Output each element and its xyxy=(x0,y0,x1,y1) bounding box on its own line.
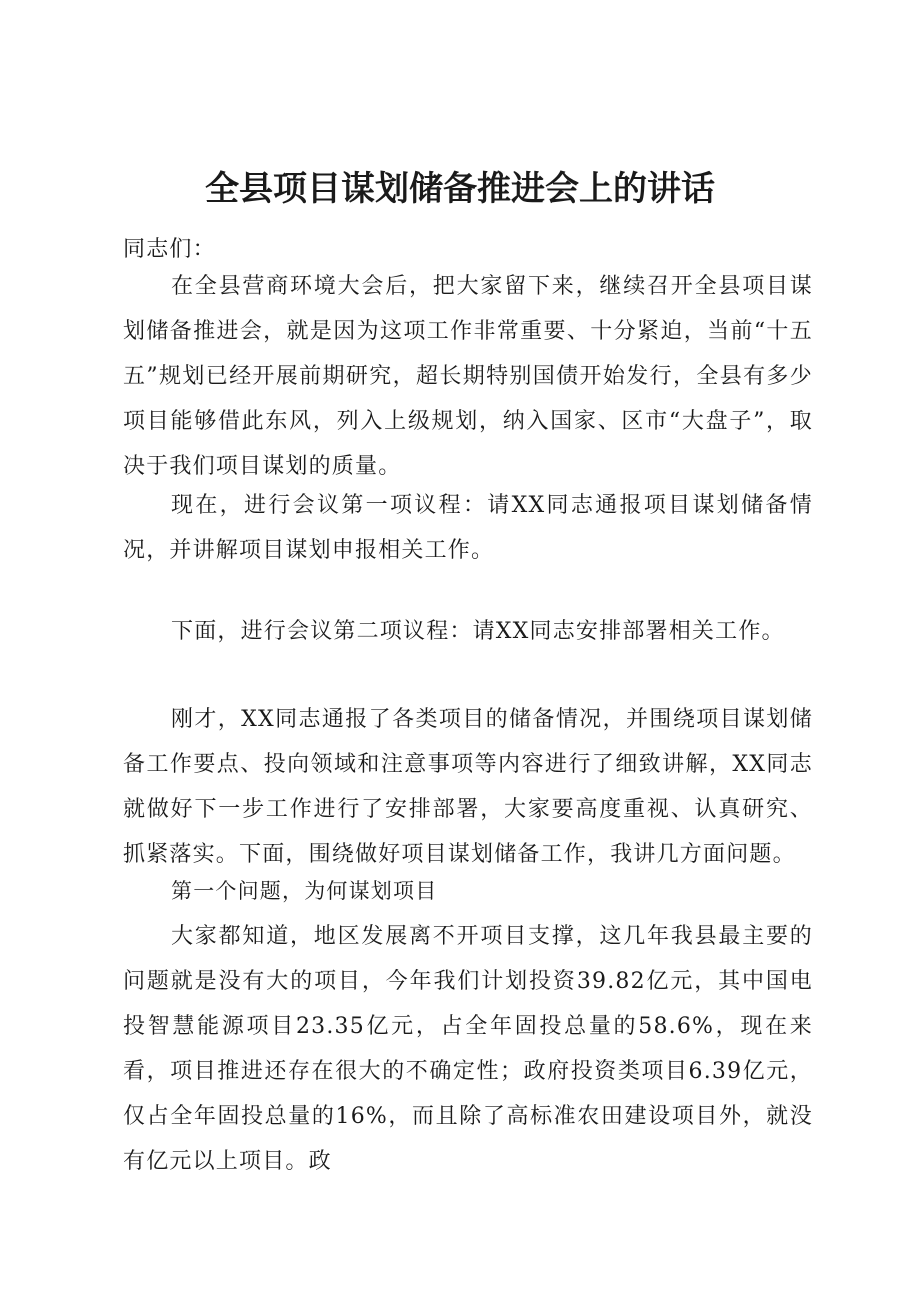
paragraph-why-projects: 大家都知道，地区发展离不开项目支撑，这几年我县最主要的问题就是没有大的项目，今年我们计划投资39.82亿元，其中国电投智慧能源项目23.35亿元，占全年固投总量的58.6%，现在来看，项目推进还存在很大的不确定性；政府投资类项目6.39亿元，仅占全年固投总量的16%，而且除了高标准农田建设项目外，就没有亿元以上项目。政 xyxy=(123,924,813,1174)
section-heading-one: 第一个问题，为何谋划项目 xyxy=(171,879,438,903)
paragraph-agenda-two: 下面，进行会议第二项议程：请XX同志安排部署相关工作。 xyxy=(171,619,785,644)
document-title: 全县项目谋划储备推进会上的讲话 xyxy=(205,169,715,209)
paragraph-agenda-one: 现在，进行会议第一项议程：请XX同志通报项目谋划储备情况，并讲解项目谋划申报相关工作。 xyxy=(123,493,813,563)
paragraph-opening: 在全县营商环境大会后，把大家留下来，继续召开全县项目谋划储备推进会，就是因为这项工作非常重要、十分紧迫，当前“十五五”规划已经开展前期研究，超长期特别国债开始发行，全县有多少项目能够借此东风，列入上级规划，纳入国家、区市“大盘子”，取决于我们项目谋划的质量。 xyxy=(123,274,813,479)
greeting: 同志们： xyxy=(123,237,216,262)
paragraph-summary: 刚才，XX同志通报了各类项目的储备情况，并围绕项目谋划储备工作要点、投向领域和注意事项等内容进行了细致讲解，XX同志就做好下一步工作进行了安排部署，大家要高度重视、认真研究、抓紧落实。下面，围绕做好项目谋划储备工作，我讲几方面问题。 xyxy=(123,707,813,867)
